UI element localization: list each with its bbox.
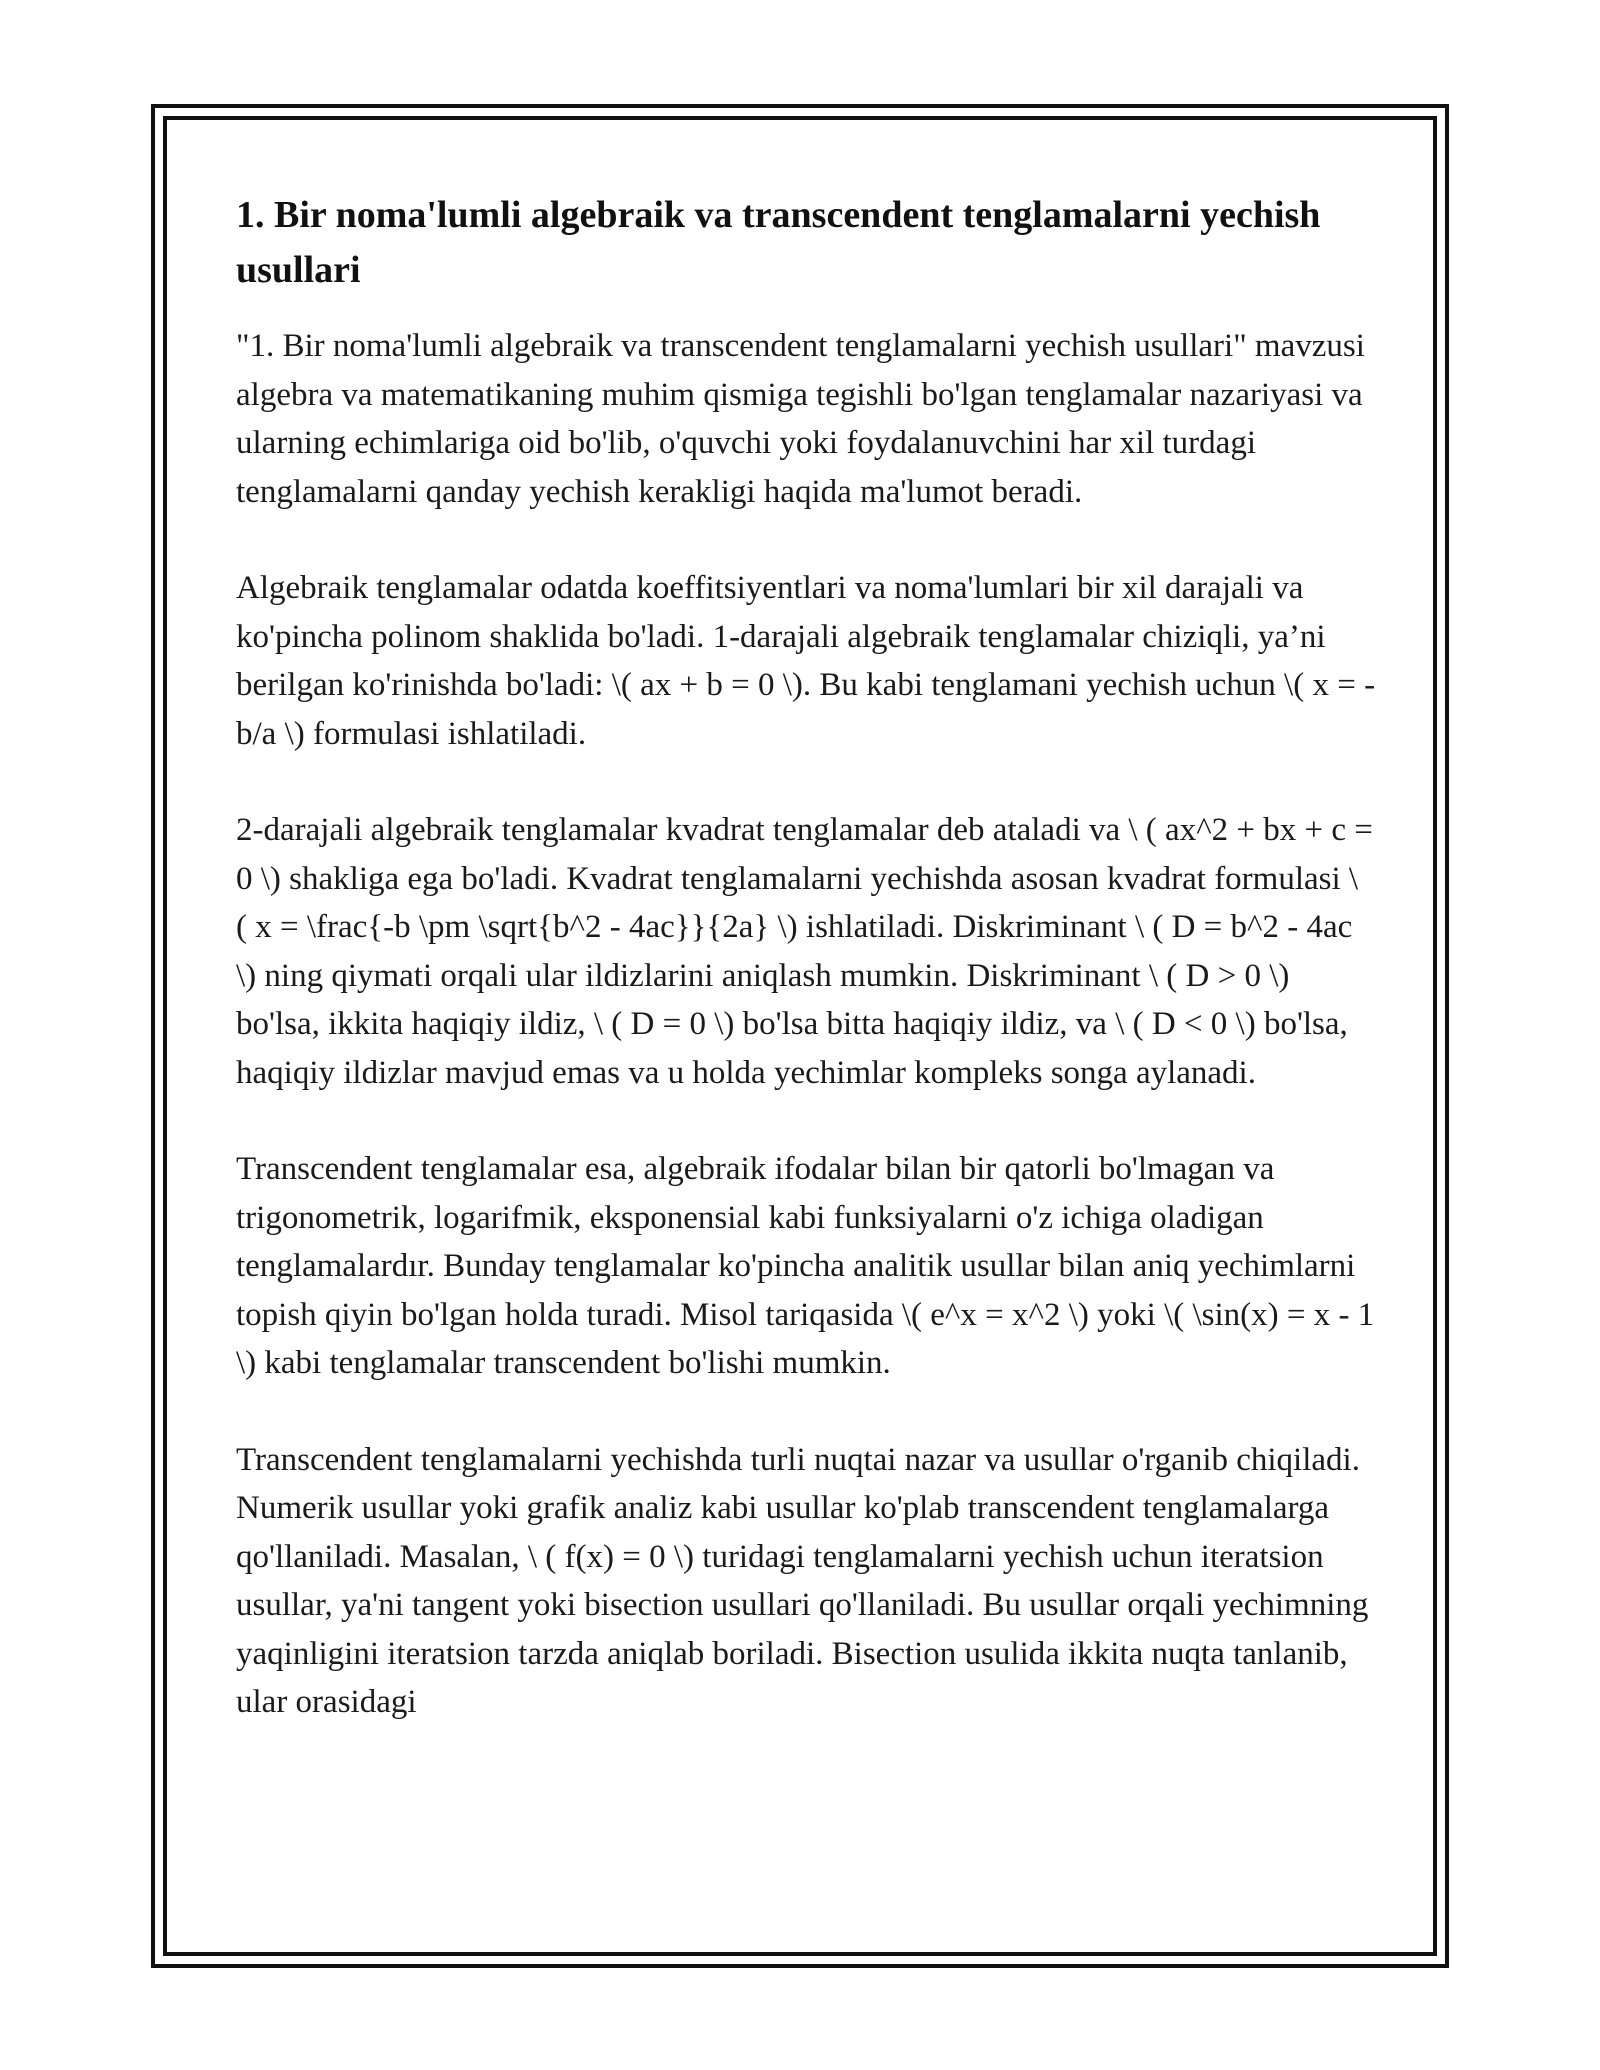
section-heading: 1. Bir noma'lumli algebraik va transcendent tenglamalarni yechish usullari <box>236 194 1321 291</box>
paragraph-transcendent-equations: Transcendent tenglamalar esa, algebraik ifodalar bilan bir qatorli bo'lmagan va trigonometrik, logarifmik, eksponensial kabi funksiyalarni o'z ichiga oladigan tenglamalardır. Bunday tenglamalar ko'pincha analitik usullar bilan aniq yechimlarni topish qiyin bo'lgan holda turadi. Misol tariqasida \( e^x = x^2 \) yoki \( \sin(x) = x - 1 \) kabi tenglamalar transcendent bo'lishi mumkin. <box>236 1151 1375 1381</box>
paragraph-intro: "1. Bir noma'lumli algebraik va transcendent tenglamalarni yechish usullari" mavzusi algebra va matematikaning muhim qismiga tegishli bo'lgan tenglamalar nazariyasi va ularning echimlariga oid bo'lib, o'quvchi yoki foydalanuvchini har xil turdagi tenglamalarni qanday yechish kerakligi haqida ma'lumot beradi. <box>236 328 1365 510</box>
paragraph-solving-methods: Transcendent tenglamalarni yechishda turli nuqtai nazar va usullar o'rganib chiqiladi. Numerik usullar yoki grafik analiz kabi usullar ko'plab transcendent tenglamalarga qo'llaniladi. Masalan, \ ( f(x) = 0 \) turidagi tenglamalarni yechish uchun iteratsion usullar, ya'ni tangent yoki bisection usullari qo'llaniladi. Bu usullar orqali yechimning yaqinligini iteratsion tarzda aniqlab boriladi. Bisection usulida ikkita nuqta tanlanib, ular orasidagi <box>236 1441 1369 1720</box>
paragraph-algebraic-equations: Algebraik tenglamalar odatda koeffitsiyentlari va noma'lumlari bir xil darajali va ko'pincha polinom shaklida bo'ladi. 1-darajali algebraik tenglamalar chiziqli, ya’ni berilgan ko'rinishda bo'ladi: \( ax + b = 0 \). Bu kabi tenglamani yechish uchun \( x = -b/a \) formulasi ishlatiladi. <box>236 570 1376 752</box>
document-body <box>236 188 1376 1727</box>
paragraph-quadratic-equations: 2-darajali algebraik tenglamalar kvadrat tenglamalar deb ataladi va \ ( ax^2 + bx + c = 0 \) shakliga ega bo'ladi. Kvadrat tenglamalarni yechishda asosan kvadrat formulasi \ ( x = \frac{-b \pm \sqrt{b^2 - 4ac}}{2a} \) ishlatiladi. Diskriminant \ ( D = b^2 - 4ac \) ning qiymati orqali ular ildizlarini aniqlash mumkin. Diskriminant \ ( D > 0 \) bo'lsa, ikkita haqiqiy ildiz, \ ( D = 0 \) bo'lsa bitta haqiqiy ildiz, va \ ( D < 0 \) bo'lsa, haqiqiy ildizlar mavjud emas va u holda yechimlar kompleks songa aylanadi. <box>236 812 1373 1091</box>
